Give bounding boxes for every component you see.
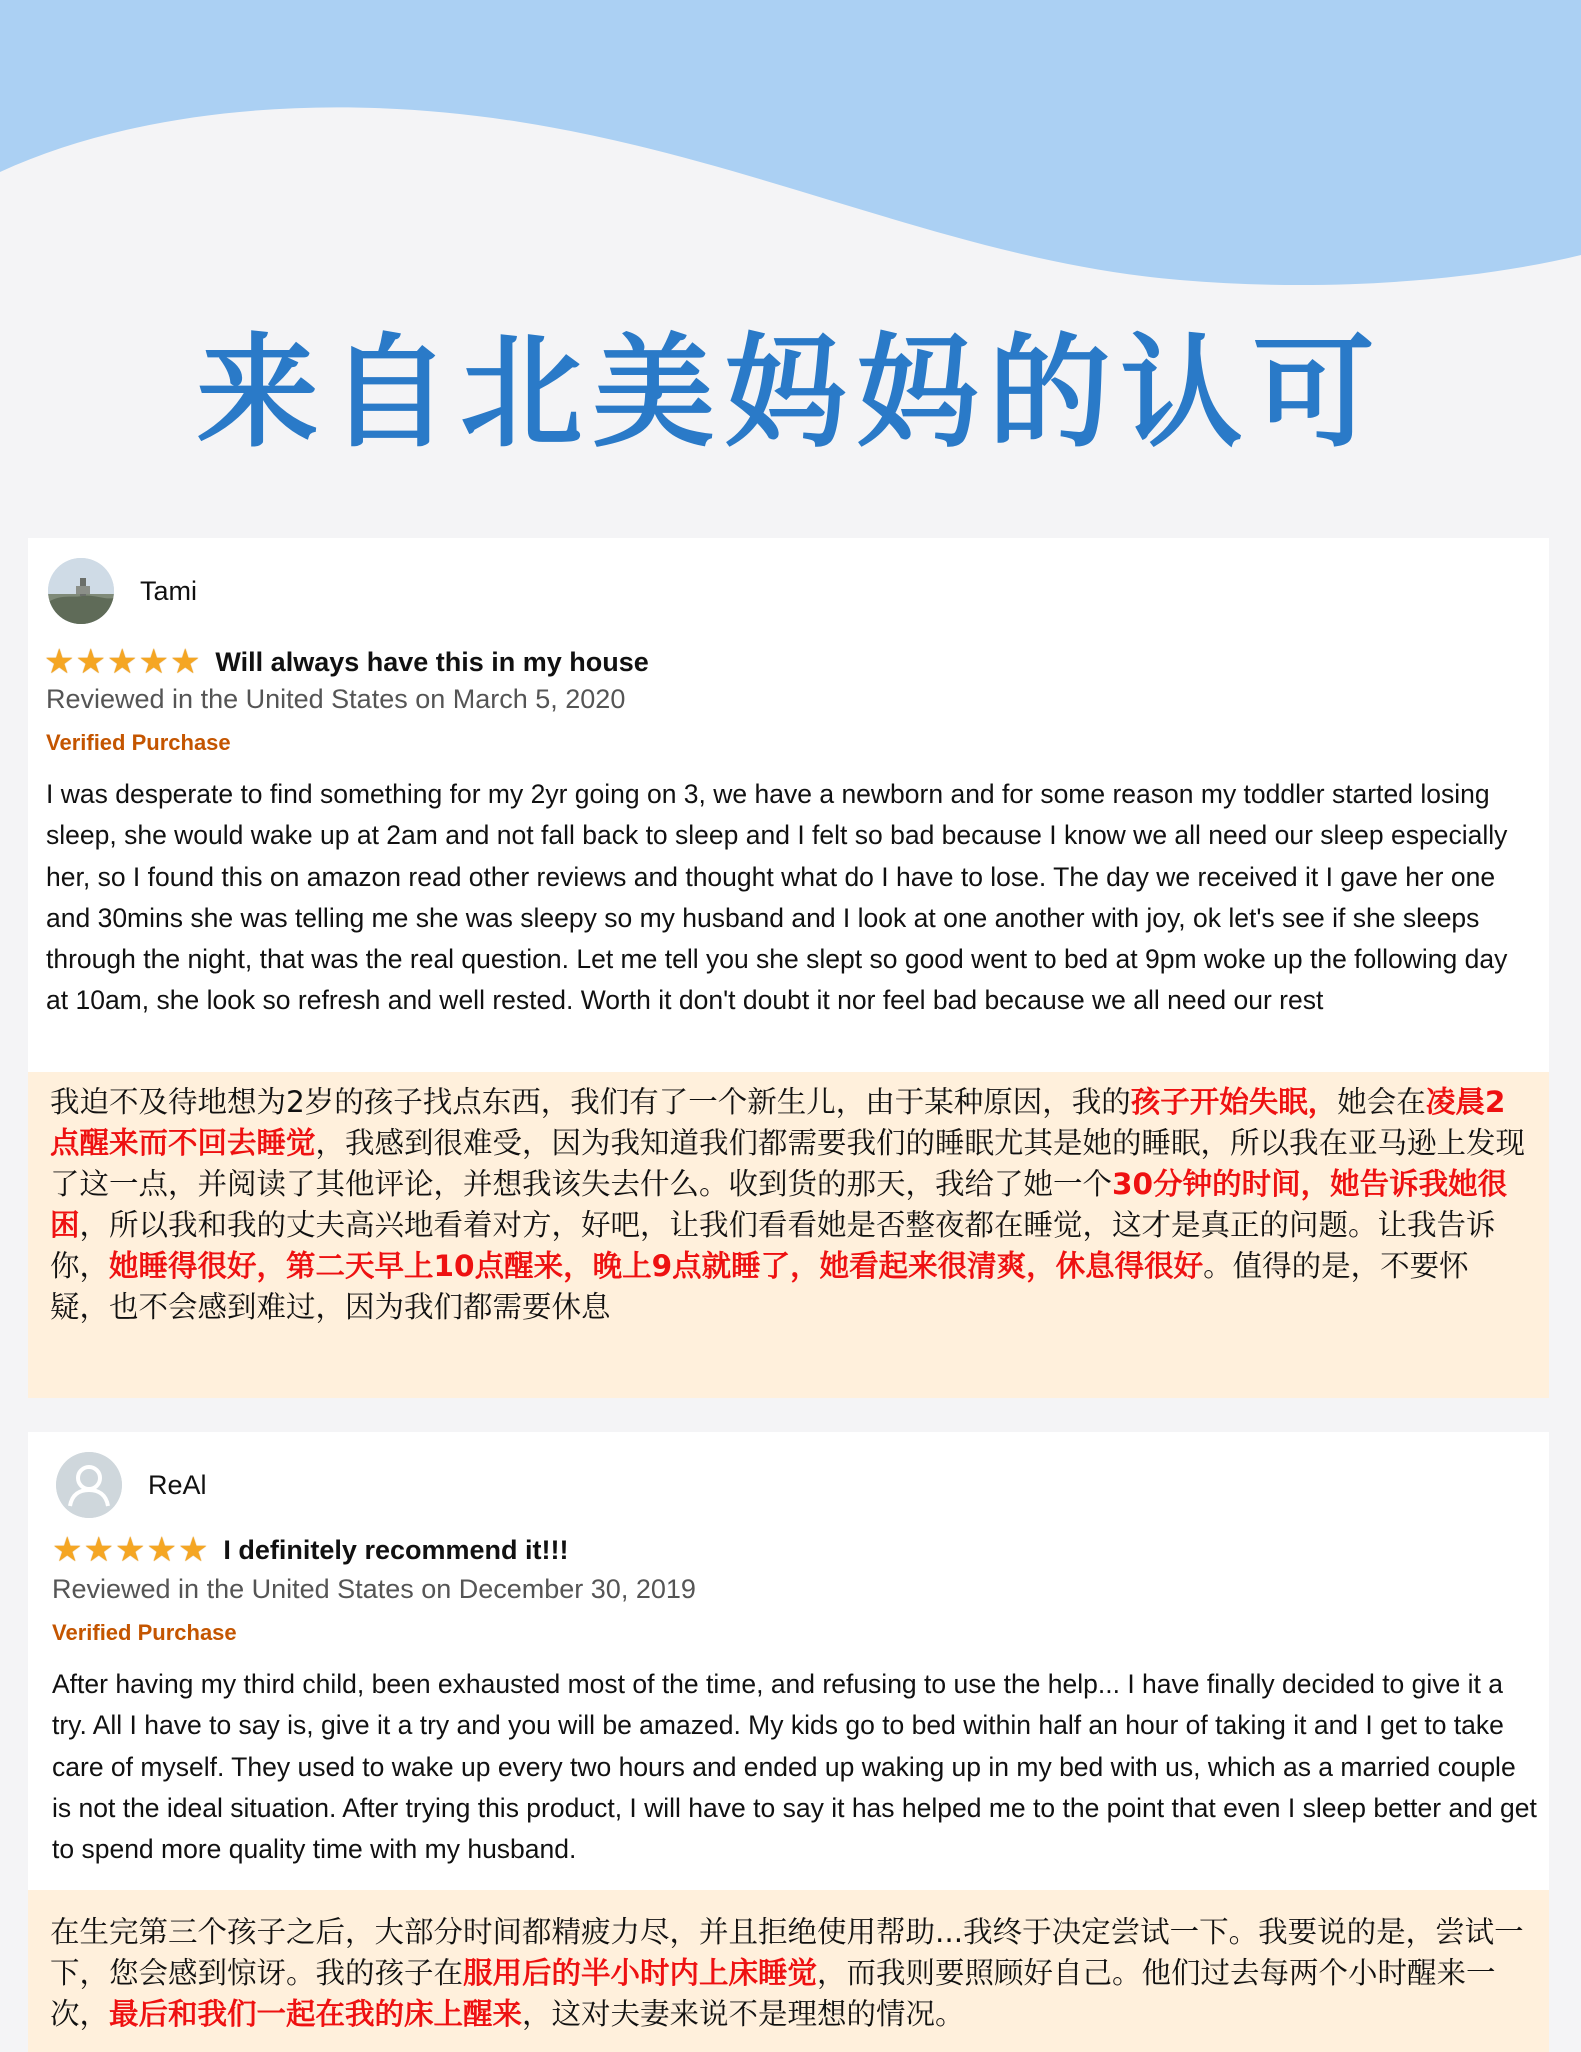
translation-segment: ，所以我和我的丈夫高兴地看着对方，好吧，让我们看看她是否整夜都在睡觉，这才是真正的问题。让我告诉你， bbox=[50, 1208, 1496, 1283]
star-icon: ★ bbox=[114, 1530, 146, 1570]
review-title[interactable]: Will always have this in my house bbox=[215, 646, 649, 677]
star-rating bbox=[52, 1532, 209, 1568]
reviewer-name[interactable]: Tami bbox=[140, 575, 198, 606]
highlighted-translation-segment: 凌晨2点醒来而不回去睡觉 bbox=[50, 1085, 1506, 1160]
reviewer-row bbox=[48, 556, 197, 626]
star-icon: ★ bbox=[83, 1530, 114, 1570]
translation-segment: ，这对夫妻来说不是理想的情况。 bbox=[522, 1997, 965, 2031]
reviewer-name[interactable]: ReAl bbox=[148, 1469, 207, 1500]
star-icon: ★ bbox=[146, 1530, 177, 1570]
rating-row bbox=[44, 644, 649, 680]
page-headline: 来自北美妈妈的认可 bbox=[196, 322, 1385, 464]
highlighted-translation-segment: 她睡得很好，第二天早上10点醒来，晚上9点就睡了，她看起来很清爽，休息得很好 bbox=[109, 1249, 1204, 1283]
star-rating bbox=[44, 644, 201, 680]
review-body: After having my third child, been exhausted most of the time, and refusing to use the help... I have finally decided to give it a try. All I have to say is, give it a try and you will be amazed. My kids go to bed within half an hour of taking it and I get to take care of myself. They used to wake up every two hours and ended up waking up in my bed with us, which as a married couple is not the ideal situation. After trying this product, I will have to say it has helped me to the point that even I sleep better and get to spend more quality time with my husband. bbox=[52, 1669, 1537, 1865]
review-date: Reviewed in the United States on March 5, 2020 bbox=[46, 684, 626, 714]
translation-segment: 我迫不及待地想为2岁的孩子找点东西，我们有了一个新生儿，由于某种原因，我的 bbox=[50, 1085, 1131, 1119]
review-title[interactable]: I definitely recommend it!!! bbox=[223, 1534, 569, 1565]
star-icon: ★ bbox=[106, 642, 138, 682]
highlighted-translation-segment: 服用后的半小时内上床睡觉 bbox=[463, 1956, 818, 1990]
review-card bbox=[28, 538, 1549, 1398]
verified-purchase-badge: Verified Purchase bbox=[52, 1620, 237, 1645]
default-person-avatar-icon bbox=[56, 1452, 122, 1518]
landscape-photo-avatar-icon bbox=[48, 558, 114, 624]
highlighted-translation-segment: 30分钟的时间，她告诉我她很困 bbox=[50, 1167, 1508, 1242]
review-date: Reviewed in the United States on December 30, 2019 bbox=[52, 1574, 696, 1604]
rating-row bbox=[52, 1532, 568, 1568]
highlighted-translation-segment: 孩子开始失眠， bbox=[1130, 1085, 1338, 1119]
review-body: I was desperate to find something for my 2yr going on 3, we have a newborn and for some reason my toddler started losing sleep, she would wake up at 2am and not fall back to sleep and I felt so bad because I know we all need our sleep especially her, so I found this on amazon read other reviews and thought what do I have to lose. The day we received it I gave her one and 30mins she was telling me she was sleepy so my husband and I look at one another with joy, ok let's see if she sleeps through the night, that was the real question. Let me tell you she slept so good went to bed at 9pm woke up the following day at 10am, she look so refresh and well rested. Worth it don't doubt it nor feel bad because we all need our rest bbox=[46, 779, 1508, 1016]
verified-purchase-badge: Verified Purchase bbox=[46, 730, 231, 755]
translation-segment: ，我感到很难受，因为我知道我们都需要我们的睡眠尤其是她的睡眠，所以我在亚马逊上发现了这一点，并阅读了其他评论，并想我该失去什么。收到货的那天，我给了她一个 bbox=[50, 1126, 1526, 1201]
translation-segment: 在生完第三个孩子之后，大部分时间都精疲力尽，并且拒绝使用帮助...我终于决定尝试一下。我要说的是，尝试一下，您会感到惊讶。我的孩子在 bbox=[50, 1915, 1524, 1990]
highlighted-translation-segment: 最后和我们一起在我的床上醒来 bbox=[109, 1997, 523, 2031]
translation-segment: 。值得的是，不要怀疑，也不会感到难过，因为我们都需要休息 bbox=[50, 1249, 1469, 1324]
header-wave-decoration bbox=[0, 0, 1581, 300]
review-card bbox=[28, 1432, 1549, 2052]
star-icon: ★ bbox=[169, 642, 201, 682]
star-icon: ★ bbox=[44, 642, 75, 682]
review-translation bbox=[28, 1072, 1549, 1398]
star-icon: ★ bbox=[75, 642, 106, 682]
translation-segment: ，而我则要照顾好自己。他们过去每两个小时醒来一次， bbox=[50, 1956, 1496, 2031]
star-icon: ★ bbox=[177, 1530, 209, 1570]
review-translation bbox=[28, 1890, 1549, 2052]
star-icon: ★ bbox=[52, 1530, 83, 1570]
reviewer-row bbox=[56, 1450, 207, 1520]
translation-segment: 她会在 bbox=[1337, 1085, 1426, 1119]
star-icon: ★ bbox=[138, 642, 169, 682]
